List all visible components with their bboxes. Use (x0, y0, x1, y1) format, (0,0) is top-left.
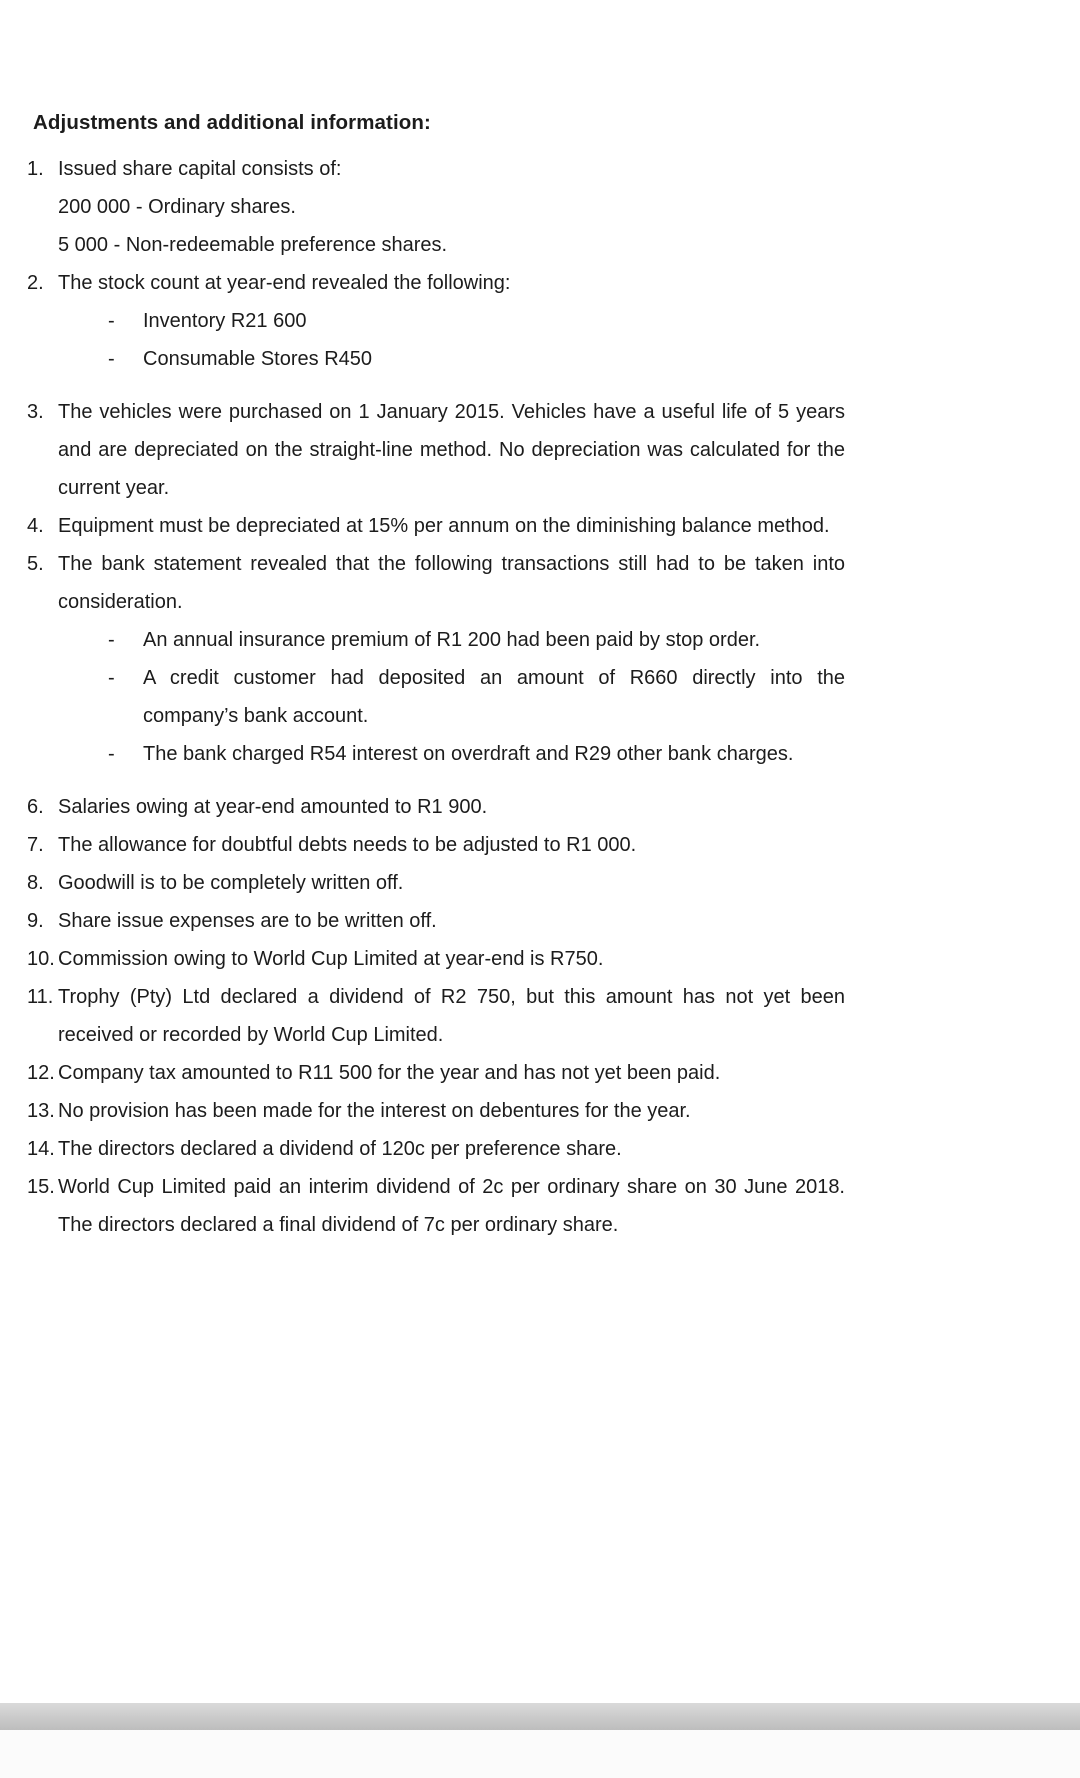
item-text: The stock count at year-end revealed the following: (58, 272, 511, 294)
list-item (27, 393, 845, 507)
item-text: The directors declared a dividend of 120c per preference share. (58, 1138, 622, 1160)
item-text: Trophy (Pty) Ltd declared a dividend of R2 750, but this amount has not yet been received or recorded by World Cup Limited. (58, 986, 845, 1046)
item-number: 15. (27, 1176, 55, 1198)
list-item (27, 1092, 845, 1130)
list-item (27, 1168, 845, 1244)
dash-item (58, 302, 845, 340)
dash-item-text: The bank charged R54 interest on overdraft and R29 other bank charges. (143, 743, 794, 765)
list-item (27, 264, 845, 378)
background-area (0, 1730, 1080, 1778)
list-item (27, 940, 845, 978)
item-text: The vehicles were purchased on 1 January 2015. Vehicles have a useful life of 5 years and are depreciated on the straight-line method. No depreciation was calculated for the current year. (58, 401, 845, 499)
list-item (27, 788, 845, 826)
list-item (27, 864, 845, 902)
item-body (58, 150, 845, 264)
item-text: Goodwill is to be completely written off. (58, 872, 404, 894)
item-text: No provision has been made for the interest on debentures for the year. (58, 1100, 691, 1122)
item-number: 8. (27, 872, 44, 894)
dash-marker: - (108, 310, 115, 332)
item-number: 5. (27, 553, 44, 575)
list-item (27, 902, 845, 940)
item-text: Share issue expenses are to be written off. (58, 910, 437, 932)
list-item (27, 826, 845, 864)
dash-item-text: An annual insurance premium of R1 200 had been paid by stop order. (143, 629, 761, 651)
dash-item (58, 659, 845, 735)
dash-item-text: A credit customer had deposited an amount of R660 directly into the company’s bank account. (143, 667, 845, 727)
list-item (27, 507, 845, 545)
dash-item (58, 735, 845, 773)
dash-item-text: Consumable Stores R450 (143, 348, 373, 370)
item-body (58, 264, 845, 378)
dash-item (58, 621, 845, 659)
item-text: The bank statement revealed that the following transactions still had to be taken into consideration. (58, 553, 845, 613)
list-item (27, 1130, 845, 1168)
item-number: 6. (27, 796, 44, 818)
item-text: The allowance for doubtful debts needs to be adjusted to R1 000. (58, 834, 637, 856)
item-number: 3. (27, 401, 44, 423)
sub-line: 200 000 - Ordinary shares. (58, 196, 296, 218)
dash-item-text: Inventory R21 600 (143, 310, 307, 332)
item-number: 2. (27, 272, 44, 294)
item-text: Company tax amounted to R11 500 for the year and has not yet been paid. (58, 1062, 721, 1084)
item-text: Equipment must be depreciated at 15% per annum on the diminishing balance method. (58, 515, 830, 537)
dash-item (58, 340, 845, 378)
dash-marker: - (108, 743, 115, 765)
item-text: Commission owing to World Cup Limited at year-end is R750. (58, 948, 604, 970)
item-number: 7. (27, 834, 44, 856)
item-number: 10. (27, 948, 55, 970)
item-number: 1. (27, 158, 44, 180)
list-item (27, 978, 845, 1054)
page-bottom-edge (0, 1703, 1080, 1730)
item-number: 13. (27, 1100, 55, 1122)
dash-marker: - (108, 348, 115, 370)
page-title: Adjustments and additional information: (33, 111, 431, 134)
item-number: 4. (27, 515, 44, 537)
list-item (27, 150, 845, 264)
item-text: Salaries owing at year-end amounted to R1 900. (58, 796, 488, 818)
item-number: 14. (27, 1138, 55, 1160)
dash-marker: - (108, 667, 115, 689)
item-body (58, 545, 845, 773)
item-number: 9. (27, 910, 44, 932)
list-item (27, 1054, 845, 1092)
list-item (27, 545, 845, 773)
item-text: Issued share capital consists of: (58, 158, 342, 180)
item-number: 12. (27, 1062, 55, 1084)
sub-line: 5 000 - Non-redeemable preference shares. (58, 234, 448, 256)
item-number: 11. (27, 986, 54, 1008)
adjustments-list (27, 150, 845, 1244)
dash-marker: - (108, 629, 115, 651)
item-text: World Cup Limited paid an interim dividend of 2c per ordinary share on 30 June 2018. The directors declared a final dividend of 7c per ordinary share. (58, 1176, 845, 1236)
